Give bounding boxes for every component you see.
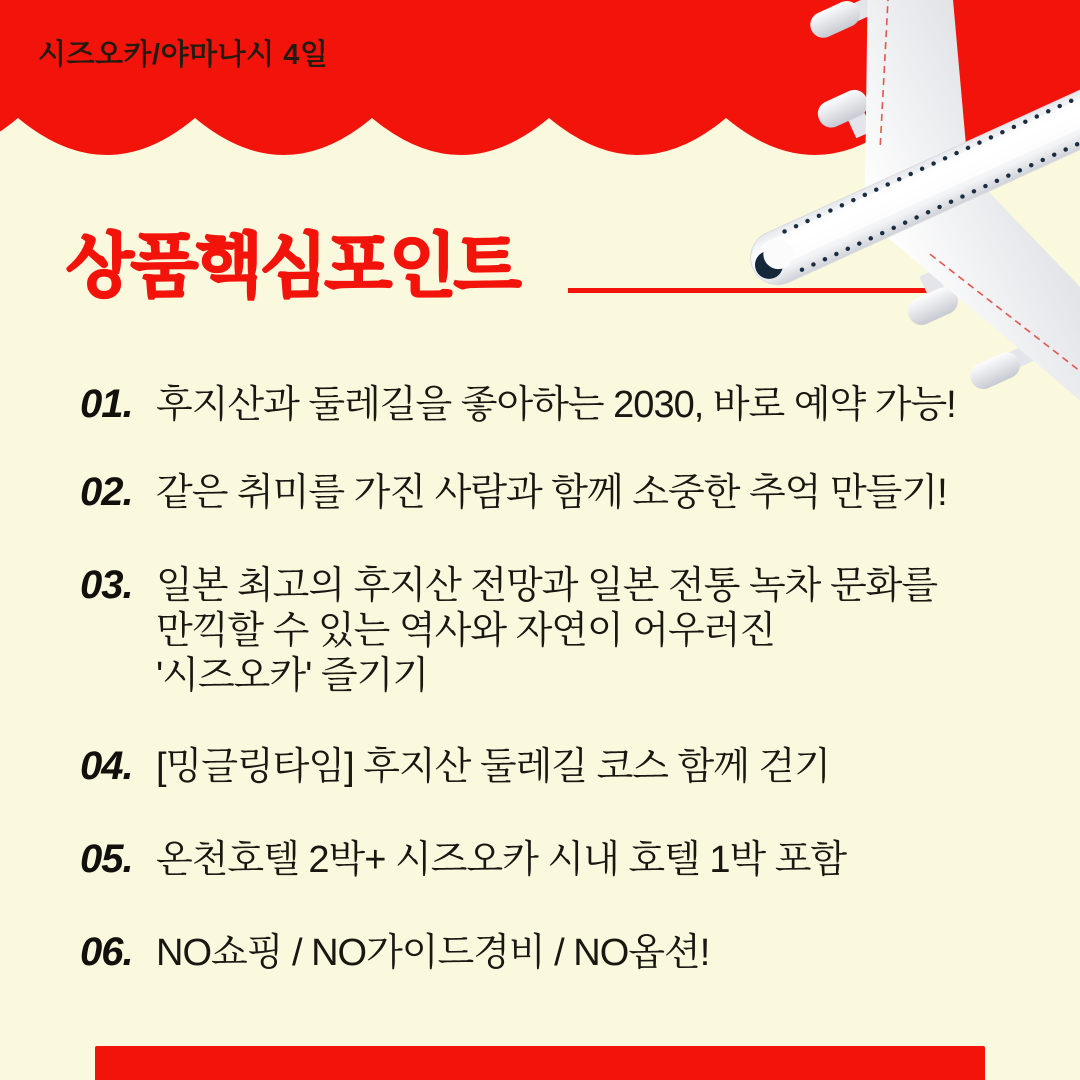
item-number: 05. [80,837,133,881]
item-number: 03. [80,563,133,607]
list-item [80,470,947,516]
item-text: [밍글링타임] 후지산 둘레길 코스 함께 걷기 [156,746,830,788]
item-text: 같은 취미를 가진 사람과 함께 소중한 추억 만들기! [156,472,947,514]
list-item [80,563,937,699]
list-item [80,744,830,790]
trip-duration-label: 시즈오카/야마나시 4일 [38,39,329,71]
list-item [80,930,709,976]
item-text: '시즈오카' 즐기기 [156,655,429,697]
item-number: 04. [80,744,133,788]
item-text: 만끽할 수 있는 역사와 자연이 어우러진 [156,610,776,652]
list-item [80,837,846,883]
item-text: 일본 최고의 후지산 전망과 일본 전통 녹차 문화를 [156,565,938,607]
item-text: 온천호텔 2박+ 시즈오카 시내 호텔 1박 포함 [156,839,847,881]
item-number: 01. [80,382,133,426]
list-item [80,382,956,428]
item-number: 06. [80,930,133,974]
page-title: 상품핵심포인트 [66,227,519,305]
item-text: 후지산과 둘레길을 좋아하는 2030, 바로 예약 가능! [156,384,956,426]
item-text: NO쇼핑 / NO가이드경비 / NO옵션! [156,932,710,974]
item-text-block [156,564,937,699]
item-number: 02. [80,470,133,514]
